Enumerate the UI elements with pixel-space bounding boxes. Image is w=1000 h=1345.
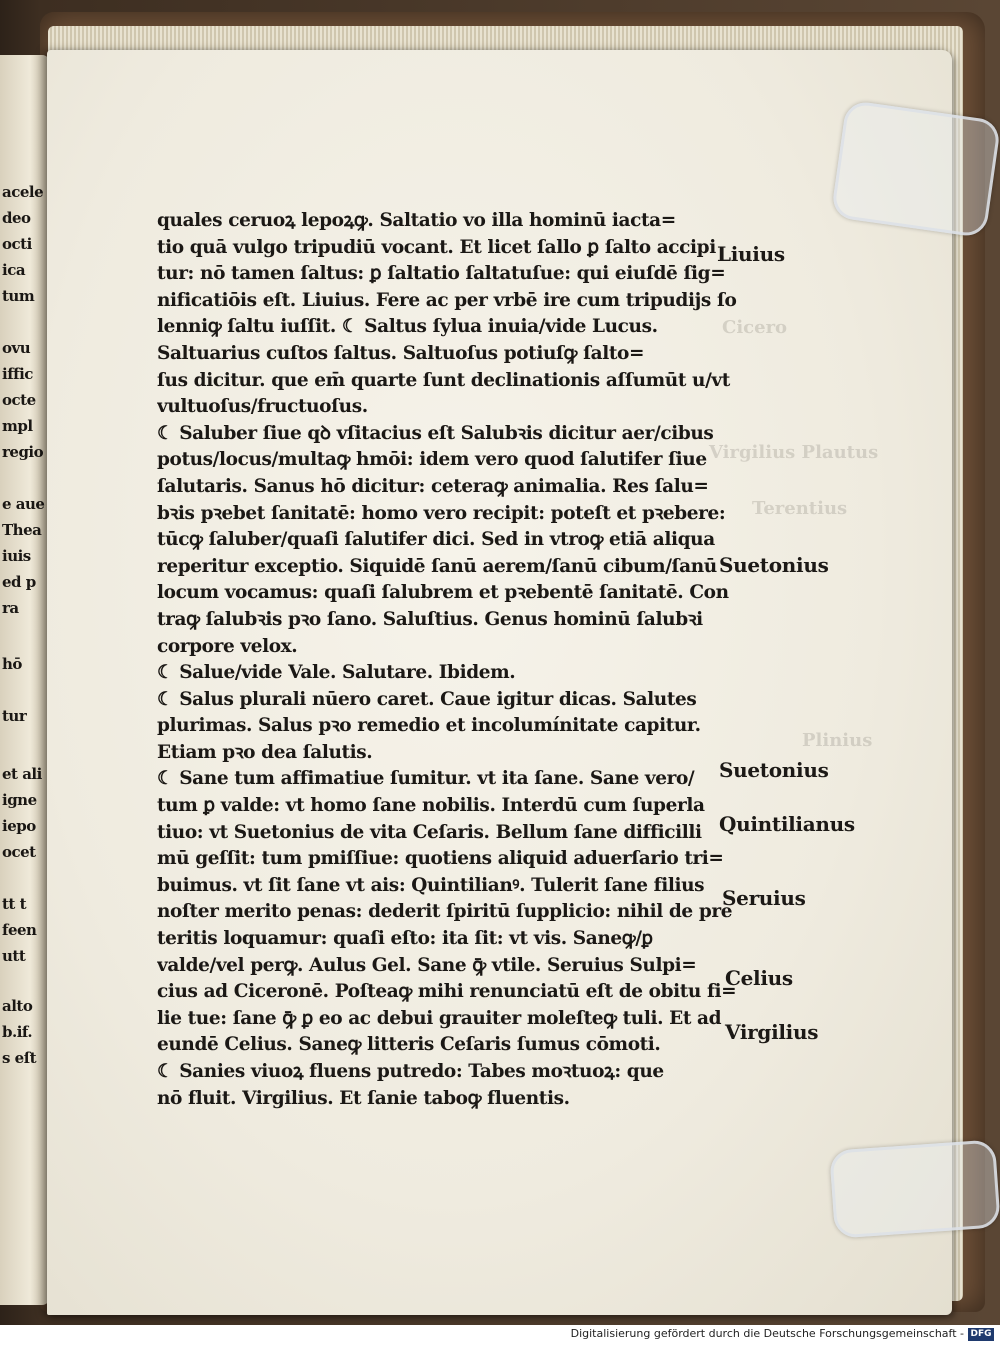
- lower-page-clip: [829, 1139, 1000, 1238]
- upper-page-clip: [831, 100, 1000, 239]
- text-line: tio quā vulgo tripudiū vocant. Et licet ſallo ꝑ ſalto accipi: [157, 236, 716, 258]
- left-page-fragment: Thea: [2, 521, 42, 539]
- text-line: quales ceruoꝝ lepoꝝꝙ. Saltatio vo illa hominū iacta=: [157, 210, 676, 231]
- left-page-fragment: deo: [2, 209, 31, 227]
- text-line: plurimas. Salus pꝛo remedio et incolumínitate capitur.: [157, 715, 701, 737]
- left-page-fragment: ed p: [2, 573, 36, 591]
- text-line: corpore velox.: [157, 635, 298, 657]
- left-page-fragment: tum: [2, 287, 35, 305]
- text-line: noſter merito penas: dederit ſpiritū ſupplicio: nihil de pre: [157, 901, 733, 923]
- left-page-fragment: ovu: [2, 339, 31, 357]
- text-line: locum vocamus: quaſi ſalubrem et pꝛebentē ſanitatē. Con: [157, 582, 729, 604]
- text-line: vultuoſus/fructuoſus.: [157, 396, 368, 418]
- text-line: lenniꝙ ſaltu iuſſit. ☾ Saltus ſylua inuia/vide Lucus.: [157, 316, 658, 338]
- text-line: ſus dicitur. que em̄ quarte ſunt declinationis aſſumūt u/vt: [157, 369, 730, 391]
- left-page: [0, 55, 50, 1305]
- left-page-fragment: ica: [2, 261, 26, 279]
- show-through-text: Cicero: [722, 317, 788, 338]
- marginal-note-virgilius: Virgilius: [725, 1020, 819, 1044]
- left-page-fragment: octe: [2, 391, 36, 409]
- text-line: ☾ Sane tum affimatiue ſumitur. vt ita ſane. Sane vero/: [157, 768, 695, 790]
- show-through-text: Plinius: [802, 730, 873, 751]
- text-line: bꝛis pꝛebet ſanitatē: homo vero recipit: poteſt et pꝛebere:: [157, 502, 726, 524]
- text-line: valde/vel perꝙ. Aulus Gel. Sane ꝙ̄ vtile. Seruius Sulpi=: [157, 954, 697, 976]
- text-line: tum ꝑ valde: vt homo ſane nobilis. Interdū cum ſuperla: [157, 795, 705, 817]
- left-page-fragment: e aue: [2, 495, 45, 513]
- marginal-note-suetonius: Suetonius: [719, 553, 829, 577]
- text-line: tiuo: vt Suetonius de vita Ceſaris. Bellum ſane difficilli: [157, 821, 702, 843]
- left-page-fragment: utt: [2, 947, 26, 965]
- left-page-fragment: igne: [2, 791, 37, 809]
- left-page-fragment: b.if.: [2, 1023, 33, 1041]
- left-page-fragment: acele: [2, 183, 44, 201]
- text-line: traꝙ ſalubꝛis pꝛo ſano. Saluſtius. Genus hominū ſalubꝛi: [157, 608, 703, 630]
- left-page-fragment: hō: [2, 655, 22, 673]
- show-through-text: Virgilius Plautus: [709, 442, 879, 463]
- left-page-fragment: tt t: [2, 895, 27, 913]
- text-line: potus/locus/multaꝙ hmōi: idem vero quod ſalutifer ſiue: [157, 449, 707, 471]
- marginal-note-celius: Celius: [725, 966, 793, 990]
- main-text-block: [157, 208, 757, 1112]
- text-line: lie tue: ſane ꝙ̄ ꝑ eo ac debui grauiter moleſteꝙ tuli. Et ad: [157, 1007, 722, 1029]
- funding-credit: Digitalisierung gefördert durch die Deutsche Forschungsgemeinschaft -: [570, 1327, 964, 1340]
- text-line: ☾ Salus plurali nūero caret. Caue igitur dicas. Salutes: [157, 688, 697, 710]
- footer-bar: [0, 1325, 1000, 1345]
- right-page: [47, 50, 952, 1315]
- text-line: ☾ Sanies viuoꝝ fluens putredo: Tabes moꝛtuoꝝ: que: [157, 1061, 664, 1082]
- text-line: ☾ Salue/vide Vale. Salutare. Ibidem.: [157, 662, 516, 684]
- text-line: eundē Celius. Saneꝙ litteris Ceſaris ſumus cōmoti.: [157, 1034, 661, 1056]
- text-line: nō fluit. Virgilius. Et ſanie taboꝙ fluentis.: [157, 1087, 570, 1109]
- left-page-fragment: mpl: [2, 417, 33, 435]
- left-page-fragment: iffic: [2, 365, 33, 383]
- left-page-fragment: feen: [2, 921, 37, 939]
- text-line: teritis loquamur: quaſi eſto: ita ſit: vt vis. Saneꝙ/ꝑ: [157, 928, 653, 950]
- text-line: nificatiōis eſt. Liuius. Fere ac per vrbē ire cum tripudijs ſo: [157, 289, 737, 311]
- marginal-note-seruius: Seruius: [722, 886, 806, 910]
- left-page-fragment: alto: [2, 997, 33, 1015]
- text-line: Etiam pꝛo dea ſalutis.: [157, 741, 373, 763]
- text-line: cius ad Ciceronē. Poſteaꝙ mihi renunciatū eſt de obitu fi=: [157, 981, 737, 1003]
- text-line: tūcꝙ ſaluber/quaſi ſalutifer dici. Sed in vtroꝙ etiā aliqua: [157, 529, 715, 551]
- left-page-fragment: ra: [2, 599, 19, 617]
- text-line: ſalutaris. Sanus hō dicitur: ceteraꝙ animalia. Res ſalu=: [157, 475, 709, 497]
- left-page-fragment: et ali: [2, 765, 42, 783]
- left-page-fragment: tur: [2, 707, 27, 725]
- left-page-fragment: octi: [2, 235, 32, 253]
- left-page-fragment: iepo: [2, 817, 36, 835]
- left-page-fragment: iuis: [2, 547, 31, 565]
- marginal-note-quintilianus: Quintilianus: [719, 812, 855, 836]
- text-line: reperitur exceptio. Siquidē ſanū aerem/ſanū cibum/ſanū: [157, 555, 717, 577]
- text-line: Saltuarius cuſtos ſaltus. Saltuoſus potiuſꝙ ſalto=: [157, 342, 645, 364]
- text-line: mū geſſit: tum pmiſſiue: quotiens aliquid aduerſario tri=: [157, 848, 724, 870]
- marginal-note-liuius: Liuius: [717, 242, 785, 266]
- left-page-fragment: ocet: [2, 843, 36, 861]
- dfg-logo: DFG: [968, 1328, 994, 1341]
- text-line: ☾ Saluber ſiue qꝺ vſitacius eſt Salubꝛis dicitur aer/cibus: [157, 422, 714, 444]
- left-page-fragment: regio: [2, 443, 44, 461]
- show-through-text: Terentius: [752, 498, 848, 519]
- left-page-fragment: s eſt: [2, 1049, 37, 1067]
- marginal-note-suetonius: Suetonius: [719, 758, 829, 782]
- text-line: buimus. vt ſit ſane vt ais: Quintilianꝰ. Tulerit ſane filius: [157, 874, 705, 896]
- text-line: tur: nō tamen ſaltus: ꝑ ſaltatio ſaltatuſue: qui eiuſdē ſig=: [157, 263, 726, 285]
